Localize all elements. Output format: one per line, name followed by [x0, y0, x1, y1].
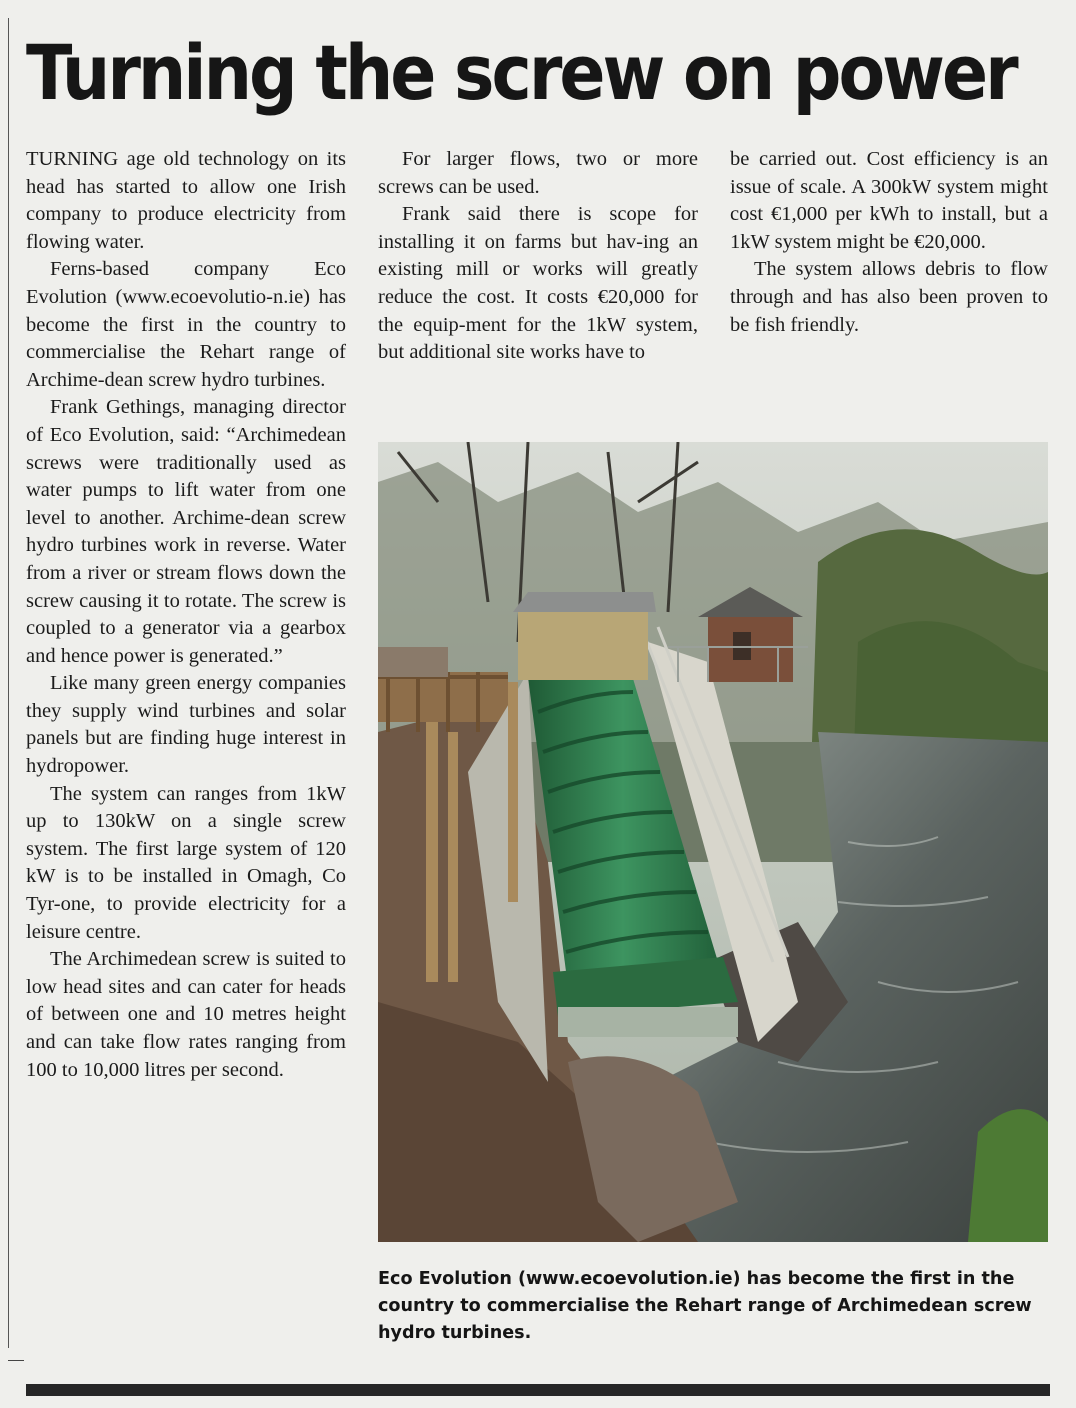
paragraph: TURNING age old technology on its head has started to allow one Irish company to produce electricity from flowing water. [26, 148, 346, 253]
paragraph: Like many green energy companies they supply wind turbines and solar panels but are finding huge interest in hydropower. [26, 672, 346, 778]
article-column-1 [26, 146, 346, 1084]
article-column-3 [730, 146, 1048, 339]
paragraph: Ferns-based company Eco Evolution (www.ecoevolutio-n.ie) has become the first in the country to commercialise the Rehart range of Archime-dean screw hydro turbines. [26, 258, 346, 391]
paragraph: be carried out. Cost efficiency is an issue of scale. A 300kW system might cost €1,000 per kWh to install, but a 1kW system might be €20,000. [730, 148, 1048, 253]
paragraph: Frank Gethings, managing director of Eco Evolution, said: “Archimedean screws were traditionally used as water pumps to lift water from one level to another. Archime-dean screw hydro turbines work in reverse. Water from a river or stream flows down the screw causing it to rotate. The screw is coupled to a generator via a gearbox and hence power is generated.” [26, 396, 346, 667]
article-column-2 [378, 146, 698, 367]
left-column-rule [8, 18, 9, 1348]
archimedean-screw-turbine-photo [378, 442, 1048, 1242]
paragraph: Frank said there is scope for installing it on farms but hav-ing an existing mill or works will greatly reduce the cost. It costs €20,000 for the equip-ment for the 1kW system, but additional site works have to [378, 203, 698, 364]
column-rule-tick [8, 1360, 24, 1361]
paragraph: The system can ranges from 1kW up to 130kW on a single screw system. The first large system of 120 kW is to be installed in Omagh, Co Tyr-one, to provide electricity for a leisure centre. [26, 782, 346, 943]
photo-caption: Eco Evolution (www.ecoevolution.ie) has become the first in the country to commercialise the Rehart range of Archimedean screw hydro turbines. [378, 1269, 1032, 1343]
headline: Turning the screw on power [26, 29, 1016, 119]
page-bottom-bar [26, 1384, 1050, 1396]
paragraph: The Archimedean screw is suited to low head sites and can cater for heads of between one and 10 metres height and can take flow rates ranging from 100 to 10,000 litres per second. [26, 948, 346, 1081]
paragraph: For larger flows, two or more screws can be used. [378, 148, 698, 198]
paragraph: The system allows debris to flow through and has also been proven to be fish friendly. [730, 258, 1048, 336]
